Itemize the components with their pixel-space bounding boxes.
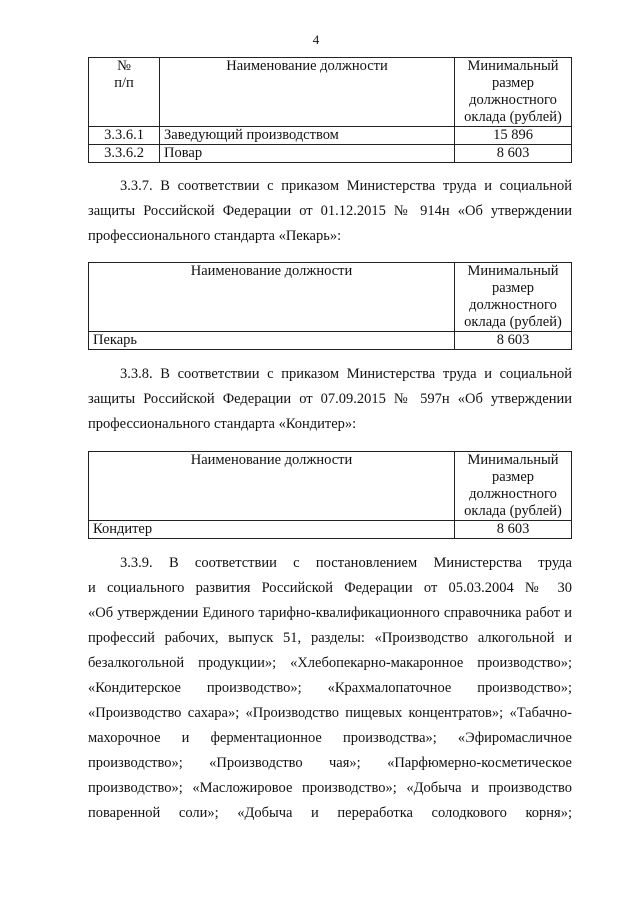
paragraph-line: 3.3.7. В соответствии с приказом Министерства труда и социальной: [120, 178, 572, 194]
header-salary-line: оклада (рублей): [464, 503, 562, 519]
paragraph-line: защиты Российской Федерации от 07.09.2015 № 597н «Об утверждении: [88, 391, 572, 407]
header-salary-line: Минимальный: [467, 452, 559, 468]
row-salary: 15 896: [455, 127, 572, 145]
table-row: [89, 521, 572, 539]
paragraph-line: «Об утверждении Единого тарифно-квалификационного справочника работ и: [88, 605, 572, 621]
header-salary-line: оклада (рублей): [464, 109, 562, 125]
page-number: 4: [312, 32, 320, 47]
paragraph-line: «Производство сахара»; «Производство пищевых концентратов»; «Табачно-: [88, 705, 572, 721]
paragraph-line: профессионального стандарта «Пекарь»:: [88, 228, 342, 244]
row-position: Пекарь: [89, 332, 455, 350]
paragraph-3-3-9: [88, 551, 572, 826]
header-salary-line: размер: [491, 469, 535, 485]
paragraph-line: профессий рабочих, выпуск 51, разделы: «Производство алкогольной и: [88, 630, 572, 646]
header-salary-cell: [455, 452, 572, 521]
header-salary-line: оклада (рублей): [464, 314, 562, 330]
header-number-line: п/п: [114, 75, 134, 91]
header-position-cell: Наименование должности: [160, 58, 455, 127]
header-salary-line: Минимальный: [467, 58, 559, 74]
paragraph-line: «Кондитерское производство»; «Крахмалопаточное производство»;: [88, 680, 572, 696]
paragraph-line: и социального развития Российской Федерации от 05.03.2004 № 30: [88, 580, 572, 596]
table-row: [89, 145, 572, 163]
salary-table-cooking: [88, 57, 572, 163]
row-salary: 8 603: [455, 332, 572, 350]
paragraph-line: защиты Российской Федерации от 01.12.2015 № 914н «Об утверждении: [88, 203, 572, 219]
header-salary-line: Минимальный: [467, 263, 559, 279]
paragraph-line: производство»; «Масложировое производство»; «Добыча и производство: [88, 780, 572, 796]
paragraph-line: производство»; «Производство чая»; «Парфюмерно-косметическое: [88, 755, 572, 771]
paragraph-line: поваренной соли»; «Добыча и переработка солодкового корня»;: [88, 805, 572, 821]
table-header-row: [89, 452, 572, 521]
row-number: 3.3.6.1: [89, 127, 160, 145]
table-header-row: [89, 263, 572, 332]
salary-table-confectioner: [88, 451, 572, 539]
table-row: [89, 332, 572, 350]
salary-table-baker: [88, 262, 572, 350]
header-salary-cell: [455, 58, 572, 127]
paragraph-3-3-7: [88, 174, 572, 249]
table-row: [89, 127, 572, 145]
header-salary-cell: [455, 263, 572, 332]
paragraph-line: 3.3.9. В соответствии с постановлением Министерства труда: [120, 555, 572, 571]
row-position: Кондитер: [89, 521, 455, 539]
row-salary: 8 603: [455, 145, 572, 163]
header-number-line: №: [117, 58, 131, 74]
header-position-cell: Наименование должности: [89, 452, 455, 521]
paragraph-line: махорочное и ферментационное производства»; «Эфиромасличное: [88, 730, 572, 746]
header-salary-line: должностного: [469, 486, 557, 502]
table-header-row: [89, 58, 572, 127]
row-salary: 8 603: [455, 521, 572, 539]
paragraph-line: безалкогольной продукции»; «Хлебопекарно-макаронное производство»;: [88, 655, 572, 671]
header-salary-line: размер: [491, 280, 535, 296]
paragraph-line: 3.3.8. В соответствии с приказом Министерства труда и социальной: [120, 366, 572, 382]
row-number: 3.3.6.2: [89, 145, 160, 163]
header-salary-line: должностного: [469, 297, 557, 313]
paragraph-3-3-8: [88, 362, 572, 437]
header-salary-line: размер: [491, 75, 535, 91]
row-position: Повар: [160, 145, 455, 163]
header-number-cell: [89, 58, 160, 127]
row-position: Заведующий производством: [160, 127, 455, 145]
header-position-cell: Наименование должности: [89, 263, 455, 332]
header-salary-line: должностного: [469, 92, 557, 108]
paragraph-line: профессионального стандарта «Кондитер»:: [88, 416, 357, 432]
